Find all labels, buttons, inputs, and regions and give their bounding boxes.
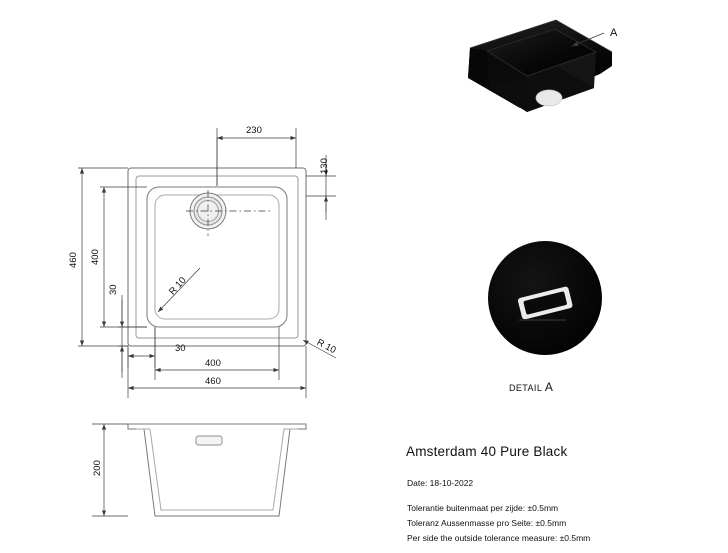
detail-view-geometry (488, 241, 602, 355)
detail-label-letter: A (544, 380, 554, 394)
isometric-view-geometry (468, 20, 612, 112)
product-date: Date: 18-10-2022 (407, 478, 474, 488)
dim-top-inner-width-bottom: 400 (205, 358, 221, 369)
tolerance-line-en: Per side the outside tolerance measure: ±0.5mm (407, 533, 591, 543)
iso-callout-a: A (610, 27, 618, 39)
dim-top-inner-width: 230 (246, 125, 262, 136)
tolerance-line-de: Toleranz Aussenmasse pro Seite: ±0.5mm (407, 518, 567, 528)
detail-label-prefix: DETAIL (509, 383, 545, 393)
tolerance-line-nl: Tolerantie buitenmaat per zijde: ±0.5mm (407, 503, 559, 513)
product-title: Amsterdam 40 Pure Black (406, 444, 568, 459)
front-view-geometry (128, 424, 306, 516)
dim-radius-outer: R 10 (314, 337, 338, 357)
dim-radius-inner: R 10 (167, 275, 189, 298)
dim-top-outer-height: 460 (68, 252, 79, 268)
top-view-geometry (128, 168, 306, 346)
dim-top-corner-offset-left: 30 (108, 284, 119, 295)
dim-top-inner-depth-right: 130 (319, 158, 330, 174)
dim-top-outer-width-bottom: 460 (205, 376, 221, 387)
detail-view-label (509, 380, 553, 394)
dim-top-corner-offset-bottom: 30 (175, 343, 186, 354)
dim-front-height: 200 (92, 460, 103, 476)
dim-top-inner-height: 400 (90, 249, 101, 265)
